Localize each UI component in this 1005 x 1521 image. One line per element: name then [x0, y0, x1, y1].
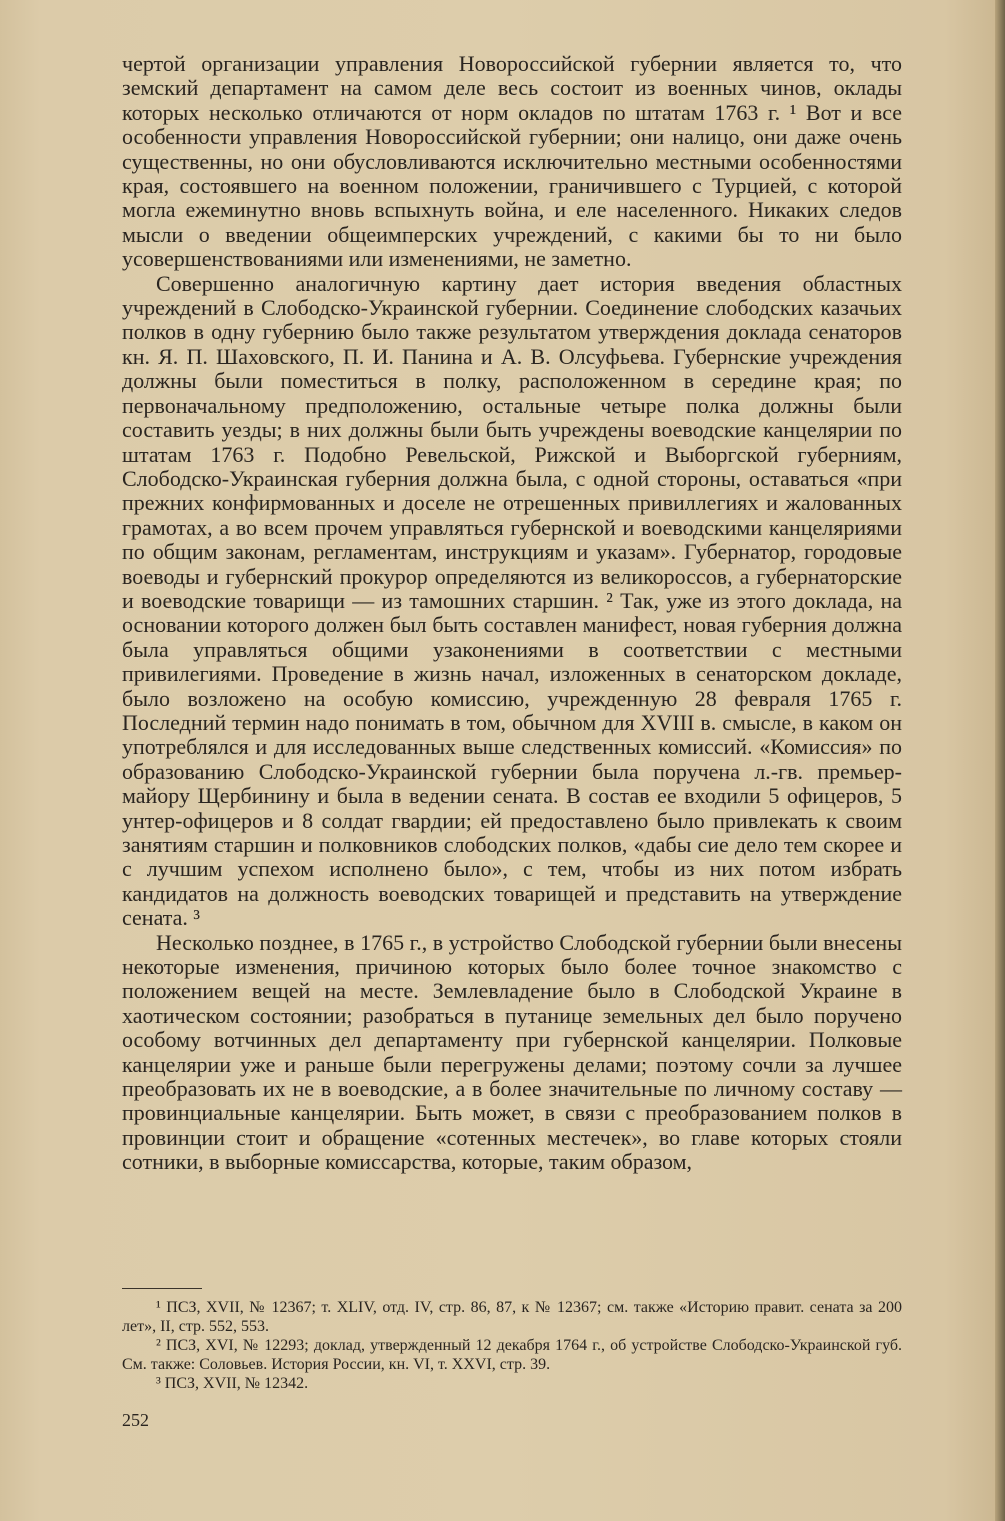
page-number: 252 [122, 1410, 149, 1430]
footnote-1: ¹ ПСЗ, XVII, № 12367; т. XLIV, отд. IV, стр. 86, 87, к № 12367; см. также «Историю правит. сената за 200 лет», II, стр. 552, 553. [122, 1299, 902, 1335]
page-edge-shadow [995, 0, 1005, 1521]
footnote-2: ² ПСЗ, XVI, № 12293; доклад, утвержденный 12 декабря 1764 г., об устройстве Слободско-Украинской губ. См. также: Соловьев. История России, кн. VI, т. XXVI, стр. 39. [122, 1337, 902, 1373]
paragraph-1: чертой организации управления Новороссийской губернии является то, что земский департамент на самом деле весь состоит из военных чинов, оклады которых несколько отличаются от норм окладов по штатам 1763 г. ¹ Вот и все особенности управления Новороссийской губернии; они налицо, они даже очень существенны, но они обусловливаются исключительно местными особенностями края, состоявшего на военном положении, граничившего с Турцией, с которой могла ежеминутно вновь вспыхнуть война, и еле населенного. Никаких следов мысли о введении общеимперских учреждений, с какими бы то ни было усовершенствованиями или изменениями, не заметно. [122, 51, 902, 272]
footnote-3: ³ ПСЗ, XVII, № 12342. [156, 1375, 309, 1392]
main-text [122, 52, 902, 1175]
paragraph-2: Совершенно аналогичную картину дает история введения областных учреждений в Слободско-Украинской губернии. Соединение слободских казачьих полков в одну губернию было также результатом утверждения доклада сенаторов кн. Я. П. Шаховского, П. И. Панина и А. В. Олсуфьева. Губернские учреждения должны были поместиться в полку, расположенном в середине края; по первоначальному предположению, остальные четыре полка должны были составить уезды; в них должны были быть учреждены воеводские канцелярии по штатам 1763 г. Подобно Ревельской, Рижской и Выборгской губерниям, Слободско-Украинская губерния должна была, с одной стороны, оставаться «при прежних конфирмованных и доселе не отрешенных привиллегиях и жалованных грамотах, а во всем прочем управляться губернской и воеводскими канцеляриями по общим законам, регламентам, инструкциям и указам». Губернатор, городовые воеводы и губернский прокурор определяются из великороссов, а губернаторские и воеводские товарищи — из тамошних старшин. ² Так, уже из этого доклада, на основании которого должен был быть составлен манифест, новая губерния должна была управляться общими узаконениями в соответствии с местными привилегиями. Проведение в жизнь начал, изложенных в сенаторском докладе, было возложено на особую комиссию, учрежденную 28 февраля 1765 г. Последний термин надо понимать в том, обычном для XVIII в. смысле, в каком он употреблялся и для исследованных выше следственных комиссий. «Комиссия» по образованию Слободско-Украинской губернии была поручена л.-гв. премьер-майору Щербинину и была в ведении сената. В состав ее входили 5 офицеров, 5 унтер-офицеров и 8 солдат гвардии; ей предоставлено было привлекать к своим занятиям старшин и полковников слободских полков, «дабы сие дело тем скорее и с лучшим успехом исполнено было», с тем, чтобы из них потом избрать кандидатов на должность воеводских товарищей и представить на утверждение сената. ³ [122, 270, 902, 931]
footnote-separator [122, 1288, 202, 1289]
paragraph-3: Несколько позднее, в 1765 г., в устройство Слободской губернии были внесены некоторые изменения, причиною которых было более точное знакомство с положением вещей на месте. Землевладение было в Слободской Украине в хаотическом состоянии; разобраться в путанице земельных дел было поручено особому вотчинных дел департаменту при губернской канцелярии. Полковые канцелярии уже и раньше были перегружены делами; поэтому сочли за лучшее преобразовать их не в воеводские, а в более значительные по личному составу — провинциальные канцелярии. Быть может, в связи с преобразованием полков в провинции стоит и обращение «сотенных местечек», во главе которых стояли сотники, в выборные комиссарства, которые, таким образом, [122, 929, 902, 1175]
footnotes [122, 1298, 902, 1393]
